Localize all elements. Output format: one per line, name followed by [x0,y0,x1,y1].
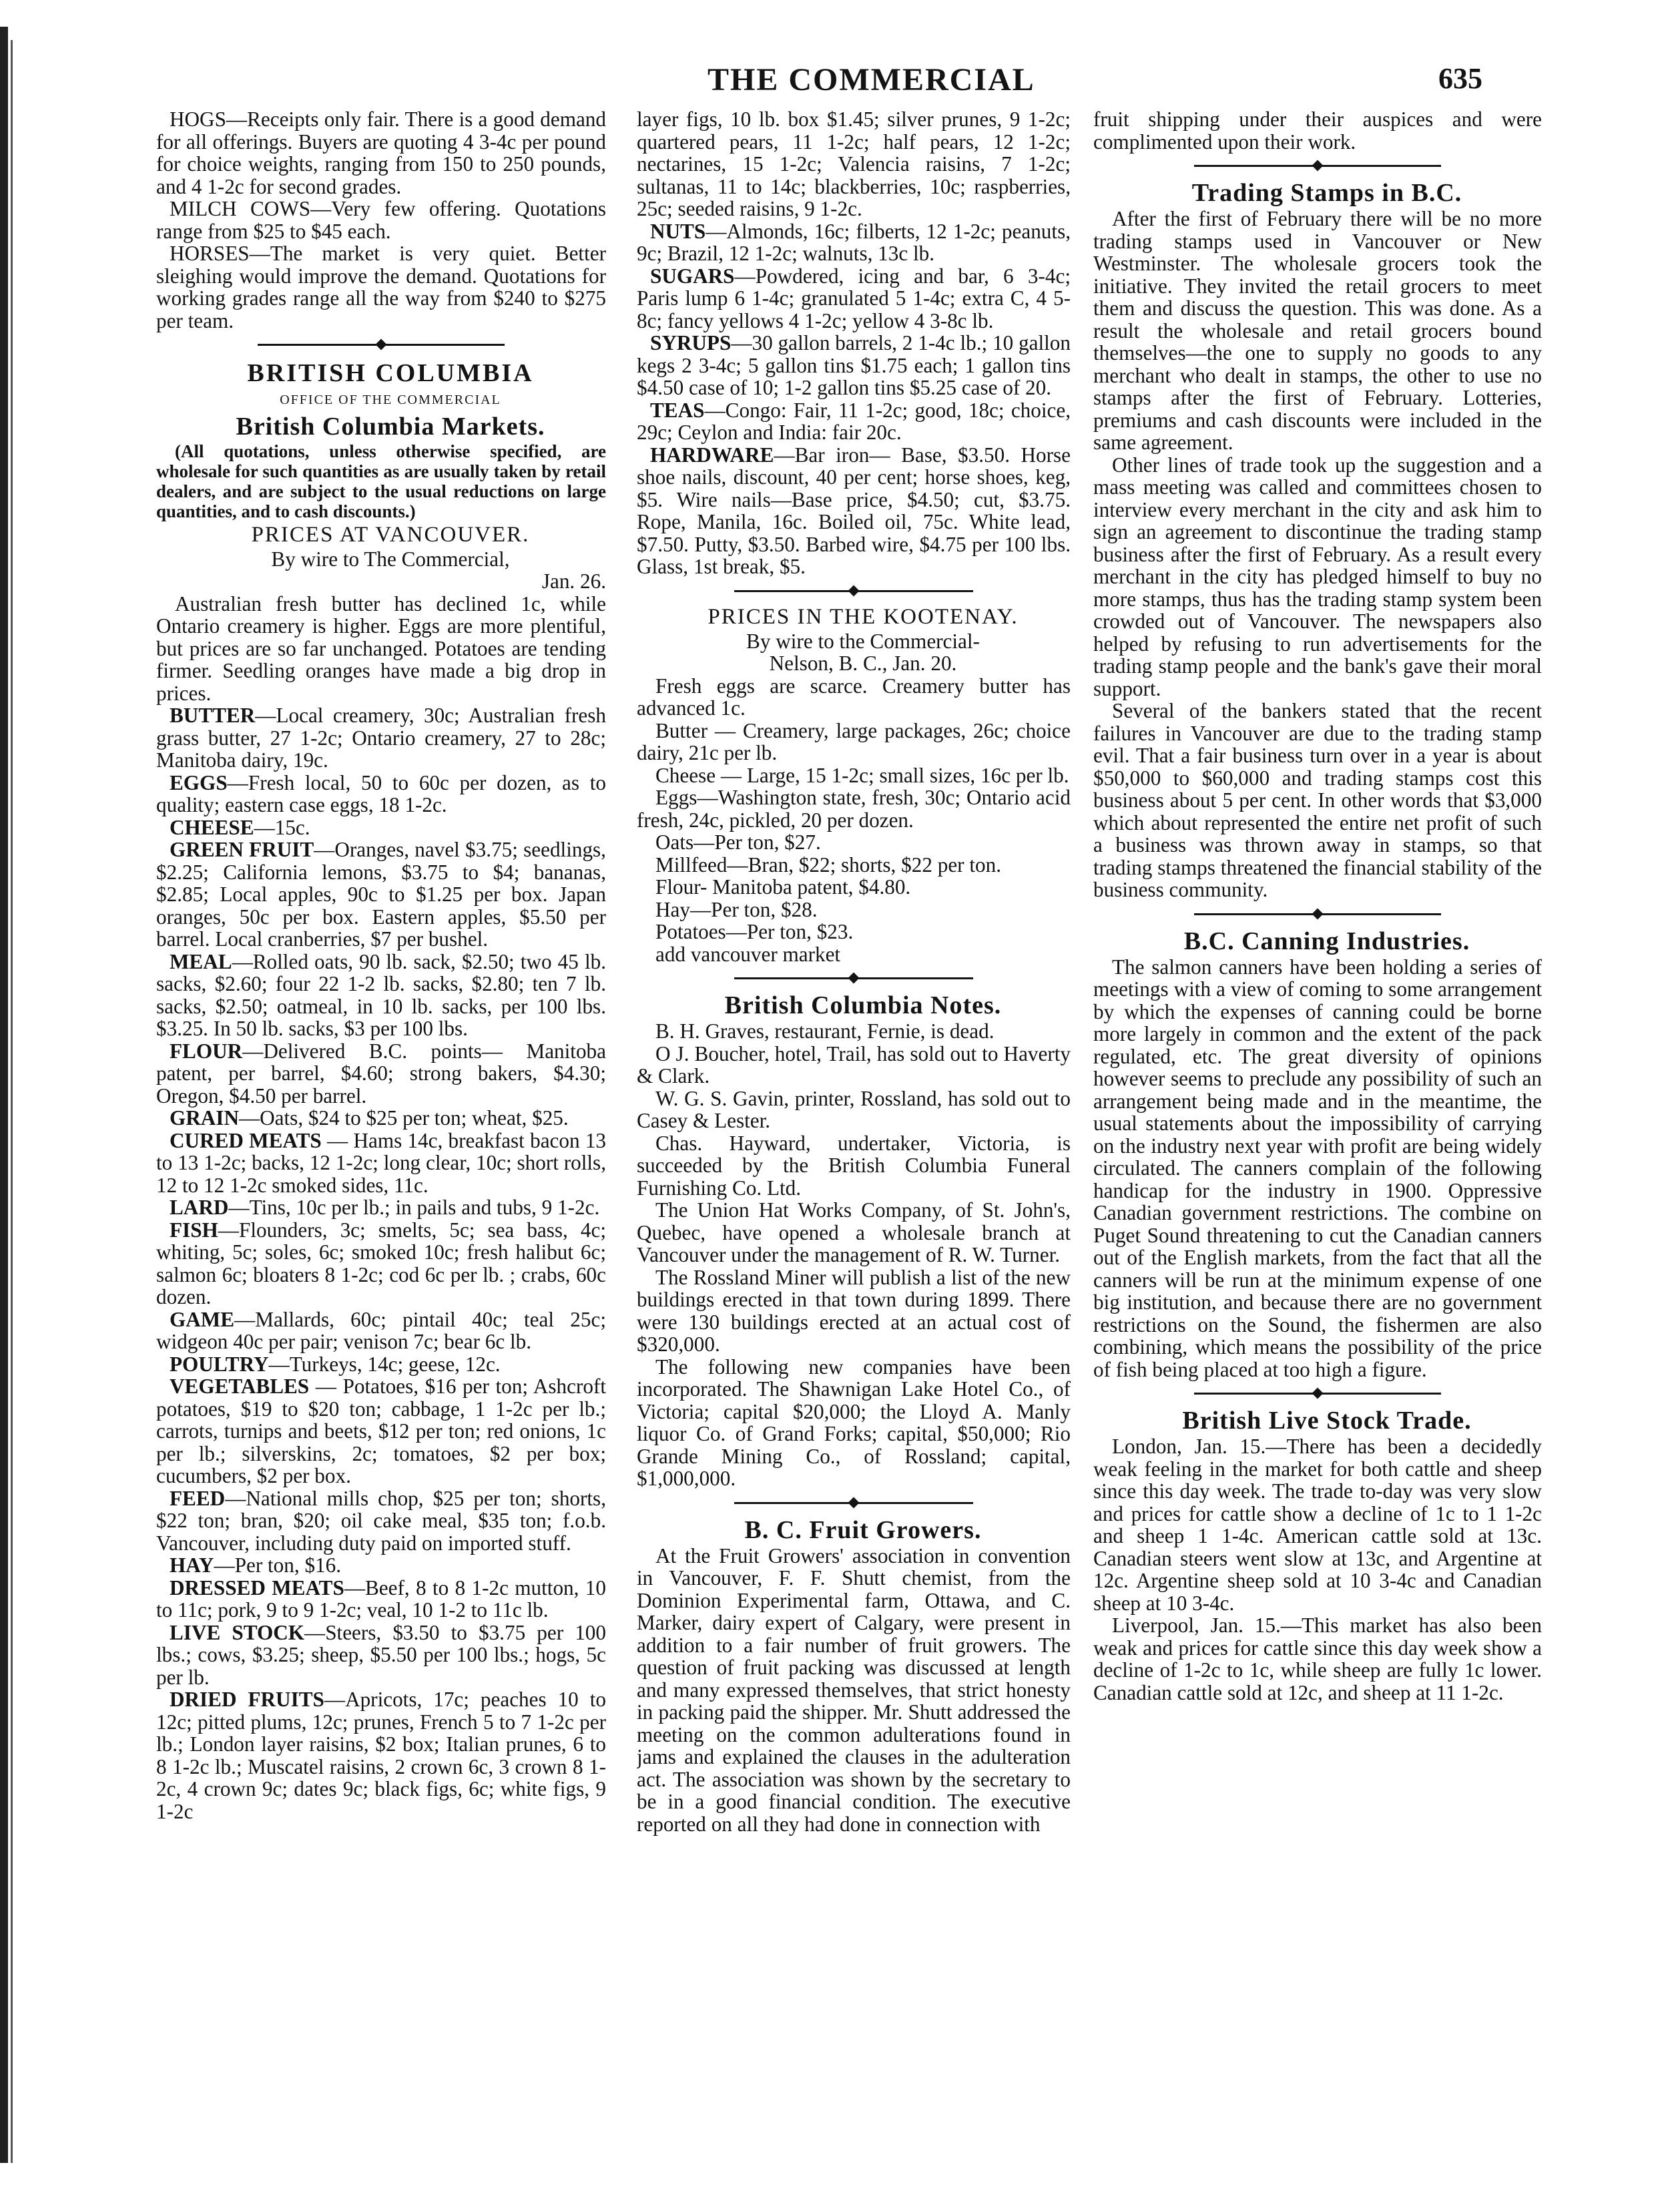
kootenay-item: Millfeed—Bran, $22; shorts, $22 per ton. [655,852,1001,877]
price-item [156,1130,606,1197]
price-commodity: CHEESE [170,815,254,839]
kootenay-prices-heading: PRICES IN THE KOOTENAY. [708,604,1019,629]
kootenay-item: Potatoes—Per ton, $23. [655,920,854,943]
price-text: —Almonds, 16c; filberts, 12 1-2c; peanuts, 9c; Brazil, 12 1-2c; walnuts, 13c lb. [637,219,1071,265]
price-commodity: MEAL [170,949,232,973]
live-stock-paragraph: Liverpool, Jan. 15.—This market has also been weak and prices for cattle since this day week show a decline of 1-2c to 1c, while sheep are fully 1c lower. Canadian cattle sold at 12c, and sheep at 11 1-2c. [1093,1614,1542,1704]
livestock-paragraph: MILCH COWS—Very few offering. Quotations range from $25 to $45 each. [156,197,606,243]
price-text: —Per ton, $16. [214,1553,342,1577]
price-text: —Rolled oats, 90 lb. sack, $2.50; two 45 lb. sacks, $2.60; four 22 1-2 lb. sacks, $2.80; ten 7 lb. sacks, $2.50; oatmeal, in 10 lb. sacks, per 100 lbs. $3.25. In 50 lb. sacks, $3 per 100 lbs. [156,949,606,1040]
price-commodity: GRAIN [170,1106,239,1130]
page-number: 635 [1438,62,1482,95]
price-text: —Flounders, 3c; smelts, 5c; sea bass, 4c; whiting, 5c; soles, 6c; smoked 10c; fresh halibut 6c; salmon 6c; bloaters 8 1-2c; cod 6c per lb. ; crabs, 60c dozen. [156,1218,606,1308]
price-text: —Local creamery, 30c; Australian fresh grass butter, 27 1-2c; Ontario creamery, 27 to 28c; Manitoba dairy, 19c. [156,704,606,772]
price-item [637,265,1071,332]
price-text: —Oats, $24 to $25 per ton; wheat, $25. [238,1106,569,1130]
column-1 [156,108,606,2164]
live-stock-trade-heading: British Live Stock Trade. [1182,1407,1472,1435]
price-commodity: GAME [170,1307,235,1331]
price-commodity: LARD [170,1196,229,1219]
price-commodity: DRESSED MEATS [170,1575,344,1600]
price-commodity: POULTRY [170,1352,269,1376]
price-item [156,951,606,1040]
price-text: —Congo: Fair, 11 1-2c; good, 18c; choice, 29c; Ceylon and India: fair 20c. [637,398,1071,444]
price-text: —Steers, $3.50 to $3.75 per 100 lbs.; cows, $3.25; sheep, $5.50 per 100 lbs.; hogs, 5c per lb. [156,1620,606,1689]
section-divider [1194,157,1441,174]
price-list [156,704,606,1822]
kootenay-byline: By wire to the Commercial- [746,629,980,653]
price-item [156,1040,606,1108]
section-divider [1194,1385,1441,1402]
livestock-paragraph: HORSES—The market is very quiet. Better sleighing would improve the demand. Quotations for working grades range all the way from $240 to $275 per team. [156,242,606,332]
price-commodity: HAY [170,1553,214,1577]
note-item: The Union Hat Works Company, of St. John's, Quebec, have opened a wholesale branch at Vancouver under the management of R. W. Turner. [637,1198,1071,1266]
canning-text: The salmon canners have been holding a series of meetings with a view of coming to some arrangement by which the expenses of canning could be borne more largely in common and the extent of the pack regulated, etc. The great diversity of opinions however seems to preclude any possibility of such an arrangement being made and in the meantime, the usual statements about the impossibility of carrying on the industry next year with profit are being widely circulated. The canners complain of the following handicap for the industry in 1900. Oppressive Canadian government restrictions. The combine on Puget Sound threatening to cut the Canadian canners out of the English markets, from the fact that all the canners will be run at the minimum expense of one big institution, and because there are no government restrictions on the Sound, the fishermen are also combining, which means the possibility of the price of fish being placed at too high a figure. [1093,955,1542,1381]
price-item [637,220,1071,265]
price-commodity: VEGETABLES [170,1375,310,1398]
kootenay-item: Flour- Manitoba patent, $4.80. [655,875,911,899]
kootenay-item: Hay—Per ton, $28. [655,897,818,921]
note-item: W. G. S. Gavin, printer, Rossland, has sold out to Casey & Lester. [637,1086,1071,1132]
section-divider [734,969,973,987]
price-commodity: SYRUPS [650,331,732,354]
price-text: —Delivered B.C. points— Manitoba patent, per barrel, $4.60; strong bakers, $4.30; Oregon, $4.50 per barrel. [156,1039,606,1108]
price-commodity: NUTS [650,219,706,243]
price-text: —Fresh local, 50 to 60c per dozen, as to quality; eastern case eggs, 18 1-2c. [156,770,606,816]
kootenay-intro: Fresh eggs are scarce. Creamery butter has advanced 1c. [637,674,1071,720]
section-divider [258,336,505,353]
trading-stamps-paragraph: After the first of February there will be no more trading stamps used in Vancouver or New Westminster. The wholesale grocers took the initiative. They invited the retail grocers to meet them and discuss the question. This was done. As a result the wholesale and retail grocers bound themselves—the one to supply no goods to any merchant who dealt in stamps, the other to use no stamps after the first of February. Lotteries, premiums and cash discounts were included in the same agreement. [1093,207,1542,454]
price-item [156,1107,606,1130]
price-text: —Oranges, navel $3.75; seedlings, $2.25; California lemons, $3.75 to $4; bananas, $2.85; Local apples, 90c to $1.25 per box. Japan oranges, 50c per box. Eastern apples, $5.50 per barrel. Local cranberries, $7 per bushel. [156,838,606,951]
kootenay-item: add vancouver market [655,942,841,966]
price-text: —Beef, 8 to 8 1-2c mutton, 10 to 11c; pork, 9 to 9 1-2c; veal, 10 1-2 to 11c lb. [156,1575,606,1622]
kootenay-item: Cheese — Large, 15 1-2c; small sizes, 16c per lb. [655,763,1069,787]
section-divider [1194,905,1441,923]
trading-stamps-paragraph: Several of the bankers stated that the recent failures in Vancouver are due to the trading stamp evil. That a fair business turn over in a year is about $50,000 to $60,000 and trading stamps cost this business about 5 per cent. In other words that $3,000 which about represented the entire net profit of such a business was thrown away in stamps, so that trading stamps threatened the financial stability of the business community. [1093,699,1542,901]
price-item [156,1353,606,1376]
price-item [637,444,1071,578]
price-text: —15c. [254,815,310,839]
price-item [637,399,1071,444]
section-divider [734,582,973,599]
markets-heading: British Columbia Markets. [236,412,545,441]
price-list-continued [637,108,1071,578]
trading-stamps-paragraph: Other lines of trade took up the suggestion and a mass meeting was called and committees chosen to interview every merchant in the city and ask him to sign an agreement to discontinue the trading stamp business after the first of February. As a result every merchant in the city has pledged himself to buy no more stamps, thus has the trading stamp system been crowded out of Vancouver. The newspapers also helped by refusing to run advertisements for the trading stamp people and the bank's gave their moral support. [1093,453,1542,700]
price-item [156,1577,606,1622]
price-text: —National mills chop, $25 per ton; shorts, $22 ton; bran, $20; oil cake meal, $35 ton; f.o.b. Vancouver, including duty paid on imported stuff. [156,1486,606,1555]
price-item [156,1219,606,1308]
price-commodity: HARDWARE [650,443,774,467]
fruit-growers-continued: fruit shipping under their auspices and were complimented upon their work. [1093,108,1542,154]
price-commodity: DRIED FRUITS [170,1688,324,1711]
price-text: —Bar iron— Base, $3.50. Horse shoe nails, discount, 40 per cent; horse shoes, keg, $5. Wire nails—Base price, $4.50; cut, $3.75. Rope, Manila, 16c. Boiled oil, 75c. White lead, $7.50. Putty, $3.50. Barbed wire, $4.75 per 100 lbs. Glass, 1st break, $5. [637,443,1071,578]
notes-list [637,1020,1071,1490]
column-3 [1093,108,1542,2164]
kootenay-item: Eggs—Washington state, fresh, 30c; Ontario acid fresh, 24c, pickled, 20 per dozen. [637,786,1071,832]
price-item [156,704,606,772]
office-subheading: OFFICE OF THE COMMERCIAL [280,393,501,407]
section-divider [734,1494,973,1511]
price-commodity: SUGARS [650,264,735,288]
column-2 [637,108,1071,2164]
kootenay-dateline: Nelson, B. C., Jan. 20. [769,652,957,675]
live-stock-paragraph: London, Jan. 15.—There has been a decidedly weak feeling in the market for both cattle and sheep since this day week. The trade to-day was very slow and prices for cattle show a decline of 1c to 1 1-2c and sheep 1 1-4c. American cattle sold at 13c. Canadian steers went slow at 13c, and Argentine at 12c. Argentine sheep sold at 10 3-4c and Canadian sheep at 10 3-4c. [1093,1435,1542,1615]
price-item [637,108,1071,220]
price-item [156,1487,606,1555]
quotations-note: (All quotations, unless otherwise specified, are wholesale for such quantities as are usually taken by retail dealers, and are subject to the usual reductions on large quantities, and to cash discounts.) [156,441,606,521]
price-text: — Hams 14c, breakfast bacon 13 to 13 1-2c; backs, 12 1-2c; long clear, 10c; short rolls, 12 to 12 1-2c smoked sides, 11c. [156,1128,606,1197]
kootenay-item: Oats—Per ton, $27. [655,830,821,854]
kootenay-item: Butter — Creamery, large packages, 26c; choice dairy, 21c per lb. [637,718,1071,764]
price-commodity: BUTTER [170,704,256,727]
vancouver-prices-heading: PRICES AT VANCOUVER. [251,522,530,547]
price-item [156,1688,606,1822]
price-text: —Mallards, 60c; pintail 40c; teal 25c; widgeon 40c per pair; venison 7c; bear 6c lb. [156,1307,606,1353]
price-commodity: TEAS [650,398,705,422]
price-text: —Powdered, icing and bar, 6 3-4c; Paris lump 6 1-4c; granulated 5 1-4c; extra C, 4 5-8c; fancy yellows 4 1-2c; yellow 4 3-8c lb. [637,264,1071,332]
price-item [156,1554,606,1577]
price-item [156,1308,606,1353]
fruit-growers-heading: B. C. Fruit Growers. [744,1515,982,1544]
running-title: THE COMMERCIAL [708,62,1035,97]
price-item [156,838,606,951]
trading-stamps-heading: Trading Stamps in B.C. [1191,179,1462,207]
price-commodity: GREEN FRUIT [170,838,314,861]
price-commodity: LIVE STOCK [170,1620,305,1644]
price-commodity: FISH [170,1218,218,1242]
price-text: —Turkeys, 14c; geese, 12c. [268,1352,501,1376]
price-item [156,1196,606,1219]
price-item [156,772,606,816]
price-commodity: FLOUR [170,1039,243,1063]
note-item: The Rossland Miner will publish a list of the new buildings erected in that town during 1899. There were 130 buildings erected at an actual cost of $320,000. [637,1265,1071,1356]
page-edge-line [11,40,13,2163]
price-item [637,332,1071,399]
price-text: — Potatoes, $16 per ton; Ashcroft potatoes, $19 to $20 ton; cabbage, 1 1-2c per lb.; carrots, turnips and beets, $12 per ton; red onions, 1c per lb.; silverskins, 2c; tomatoes, $2 per box; cucumbers, $2 per box. [156,1375,606,1487]
page-edge-shadow [0,27,8,2163]
vancouver-dateline: Jan. 26. [541,569,606,593]
price-commodity: FEED [170,1486,226,1510]
canning-heading: B.C. Canning Industries. [1183,927,1470,955]
note-item: O J. Boucher, hotel, Trail, has sold out to Haverty & Clark. [637,1041,1071,1087]
vancouver-intro: Australian fresh butter has declined 1c, while Ontario creamery is higher. Eggs are more plentiful, but prices are so far unchanged. Potatoes are tending firmer. Seedling oranges have made a big drop in prices. [156,591,606,705]
price-item [156,1622,606,1689]
kootenay-price-list [637,720,1071,966]
price-text: —30 gallon barrels, 2 1-4c lb.; 10 gallon kegs 2 3-4c; 5 gallon tins $1.75 each; 1 gallon tins $4.50 case of 10; 1-2 gallon tins $5.25 case of 20. [637,331,1071,399]
price-text: —Tins, 10c per lb.; in pails and tubs, 9 1-2c. [228,1196,600,1219]
note-item: The following new companies have been incorporated. The Shawnigan Lake Hotel Co., of Victoria; capital $20,000; the Lloyd A. Manly liquor Co. of Grand Forks; capital, $50,000; Rio Grande Mining Co., of Rossland; capital, $1,000,000. [637,1355,1071,1490]
note-item: Chas. Hayward, undertaker, Victoria, is succeeded by the British Columbia Funeral Furnishing Co. Ltd. [637,1131,1071,1200]
notes-heading: British Columbia Notes. [724,991,1002,1019]
british-columbia-heading: BRITISH COLUMBIA [247,359,534,387]
price-text: —Apricots, 17c; peaches 10 to 12c; pitted plums, 12c; prunes, French 5 to 7 1-2c per lb.; London layer raisins, $2 box; Italian prunes, 6 to 8 1-2c lb.; Muscatel raisins, 2 crown 6c, 3 crown 8 1-2c, 4 crown 9c; dates 9c; black figs, 6c; white figs, 9 1-2c [156,1688,606,1823]
price-commodity: CURED MEATS [170,1128,322,1152]
price-text: layer figs, 10 lb. box $1.45; silver prunes, 9 1-2c; quartered pears, 11 1-2c; half pears, 12 1-2c; nectarines, 15 1-2c; Valencia raisins, 7 1-2c; sultanas, 11 to 14c; blackberries, 10c; raspberries, 25c; seeded raisins, 9 1-2c. [637,108,1071,220]
price-commodity: EGGS [170,770,228,794]
price-item [156,1375,606,1487]
note-item: B. H. Graves, restaurant, Fernie, is dead. [655,1019,995,1043]
livestock-paragraph: HOGS—Receipts only fair. There is a good demand for all offerings. Buyers are quoting 4 3-4c per pound for choice weights, ranging from 150 to 250 pounds, and 4 1-2c for second grades. [156,108,606,198]
fruit-growers-text: At the Fruit Growers' association in convention in Vancouver, F. F. Shutt chemist, from the Dominion Experimental farm, Ottawa, and C. Marker, dairy expert of Calgary, were present in addition to a fair number of fruit growers. The question of fruit packing was discussed at length and many expressed themselves, that strict honesty in packing paid the shipper. Mr. Shutt addressed the meeting on the common adulterations found in jams and explained the clauses in the adulteration act. The association was shown by the secretary to be in a good financial condition. The executive reported on all they had done in connection with [637,1543,1071,1836]
vancouver-byline: By wire to The Commercial, [271,547,510,571]
price-item [156,816,606,839]
